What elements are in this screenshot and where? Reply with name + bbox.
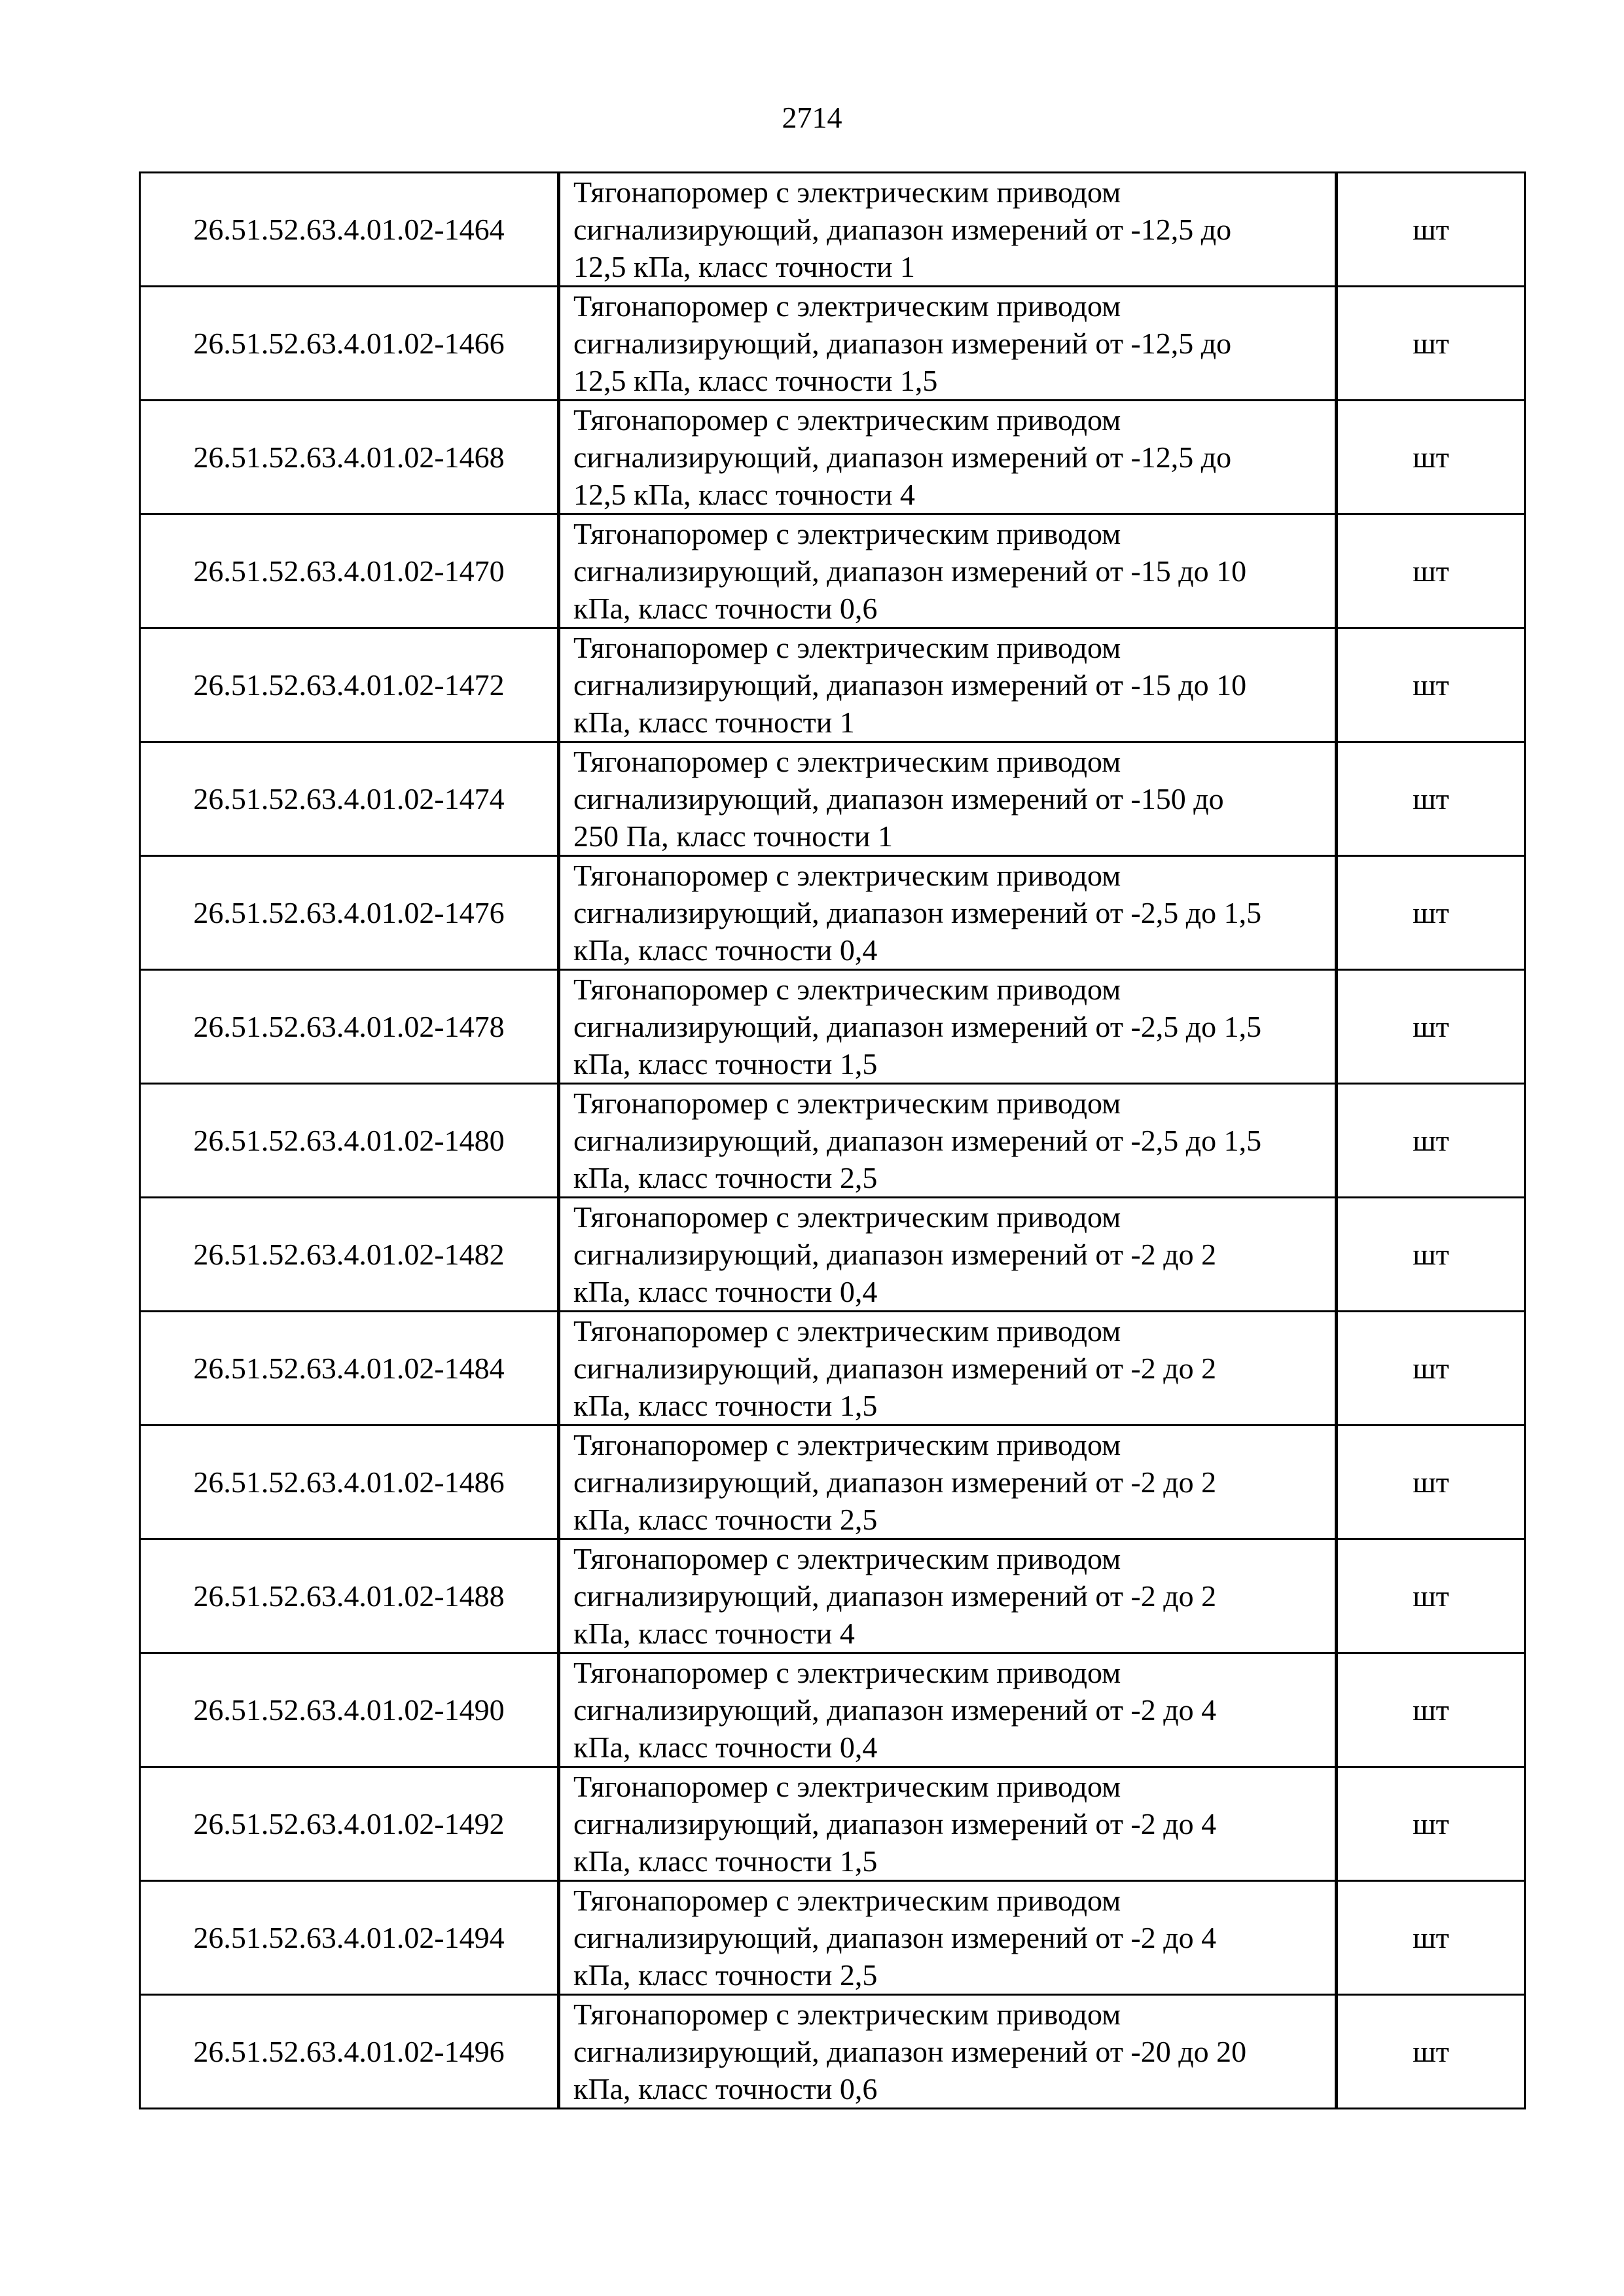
description-line: сигнализирующий, диапазон измерений от -12,5 до [573, 213, 1232, 246]
resource-code-cell: 26.51.52.63.4.01.02-1494 [140, 1881, 559, 1995]
resource-description-cell [559, 742, 1337, 856]
unit-cell: шт [1337, 173, 1525, 287]
description-line: кПа, класс точности 4 [573, 1617, 855, 1650]
resource-description-cell [559, 514, 1337, 628]
description-line: сигнализирующий, диапазон измерений от -2 до 4 [573, 1921, 1217, 1954]
description-line: кПа, класс точности 0,4 [573, 1275, 878, 1308]
resource-code-cell: 26.51.52.63.4.01.02-1482 [140, 1198, 559, 1312]
resource-code-cell: 26.51.52.63.4.01.02-1478 [140, 970, 559, 1084]
description-line: 12,5 кПа, класс точности 4 [573, 478, 915, 511]
unit-cell: шт [1337, 628, 1525, 742]
description-line: сигнализирующий, диапазон измерений от -2 до 2 [573, 1465, 1217, 1499]
resource-code-cell: 26.51.52.63.4.01.02-1490 [140, 1653, 559, 1767]
description-line: кПа, класс точности 0,4 [573, 1731, 878, 1764]
table-row [140, 742, 1525, 856]
description-line: кПа, класс точности 1,5 [573, 1844, 878, 1878]
unit-cell: шт [1337, 1653, 1525, 1767]
description-line: кПа, класс точности 0,6 [573, 2072, 878, 2106]
unit-cell: шт [1337, 856, 1525, 970]
table-row [140, 628, 1525, 742]
description-line: сигнализирующий, диапазон измерений от -2 до 4 [573, 1807, 1217, 1840]
resource-description-cell [559, 628, 1337, 742]
resource-code-cell: 26.51.52.63.4.01.02-1466 [140, 287, 559, 401]
description-line: Тягонапоромер с электрическим приводом [573, 745, 1121, 778]
unit-cell: шт [1337, 742, 1525, 856]
page-number: 2714 [782, 101, 842, 134]
resource-code-cell: 26.51.52.63.4.01.02-1492 [140, 1767, 559, 1881]
resource-description-cell [559, 1881, 1337, 1995]
description-line: сигнализирующий, диапазон измерений от -15 до 10 [573, 668, 1247, 702]
resource-code-cell: 26.51.52.63.4.01.02-1488 [140, 1539, 559, 1653]
table-row [140, 1312, 1525, 1426]
description-line: Тягонапоромер с электрическим приводом [573, 1998, 1121, 2031]
description-line: 250 Па, класс точности 1 [573, 819, 893, 853]
description-line: 12,5 кПа, класс точности 1,5 [573, 364, 938, 397]
resource-code-cell: 26.51.52.63.4.01.02-1464 [140, 173, 559, 287]
unit-cell: шт [1337, 1767, 1525, 1881]
description-line: сигнализирующий, диапазон измерений от -12,5 до [573, 440, 1232, 474]
table-row [140, 1539, 1525, 1653]
table-row [140, 287, 1525, 401]
resource-code-cell: 26.51.52.63.4.01.02-1470 [140, 514, 559, 628]
resource-code-cell: 26.51.52.63.4.01.02-1496 [140, 1995, 559, 2109]
resource-description-cell [559, 1312, 1337, 1426]
description-line: Тягонапоромер с электрическим приводом [573, 1428, 1121, 1462]
description-line: Тягонапоромер с электрическим приводом [573, 1656, 1121, 1689]
description-line: сигнализирующий, диапазон измерений от -12,5 до [573, 327, 1232, 360]
description-line: Тягонапоромер с электрическим приводом [573, 859, 1121, 892]
description-line: Тягонапоромер с электрическим приводом [573, 517, 1121, 550]
unit-cell: шт [1337, 514, 1525, 628]
table-row [140, 1767, 1525, 1881]
description-line: сигнализирующий, диапазон измерений от -20 до 20 [573, 2035, 1247, 2068]
table-row [140, 1653, 1525, 1767]
resource-description-cell [559, 1426, 1337, 1539]
description-line: Тягонапоромер с электрическим приводом [573, 1200, 1121, 1234]
table-row [140, 1995, 1525, 2109]
description-line: сигнализирующий, диапазон измерений от -2,5 до 1,5 [573, 896, 1262, 929]
description-line: кПа, класс точности 1,5 [573, 1047, 878, 1081]
unit-cell: шт [1337, 1995, 1525, 2109]
description-line: сигнализирующий, диапазон измерений от -2 до 2 [573, 1579, 1217, 1613]
resource-description-cell [559, 1198, 1337, 1312]
unit-cell: шт [1337, 1881, 1525, 1995]
table-row [140, 1426, 1525, 1539]
resource-description-cell [559, 1084, 1337, 1198]
table-row [140, 514, 1525, 628]
unit-cell: шт [1337, 970, 1525, 1084]
unit-cell: шт [1337, 1426, 1525, 1539]
resource-code-cell: 26.51.52.63.4.01.02-1474 [140, 742, 559, 856]
table-row [140, 1881, 1525, 1995]
description-line: сигнализирующий, диапазон измерений от -2,5 до 1,5 [573, 1124, 1262, 1157]
description-line: Тягонапоромер с электрическим приводом [573, 289, 1121, 323]
description-line: кПа, класс точности 0,4 [573, 933, 878, 967]
table-row [140, 401, 1525, 514]
resource-description-cell [559, 970, 1337, 1084]
unit-cell: шт [1337, 1198, 1525, 1312]
description-line: сигнализирующий, диапазон измерений от -150 до [573, 782, 1224, 816]
resource-table [139, 171, 1526, 2109]
description-line: Тягонапоромер с электрическим приводом [573, 1542, 1121, 1575]
description-line: Тягонапоромер с электрическим приводом [573, 1314, 1121, 1348]
description-line: сигнализирующий, диапазон измерений от -15 до 10 [573, 554, 1247, 588]
description-line: сигнализирующий, диапазон измерений от -2 до 4 [573, 1693, 1217, 1727]
unit-cell: шт [1337, 287, 1525, 401]
table-row [140, 970, 1525, 1084]
description-line: кПа, класс точности 2,5 [573, 1503, 878, 1536]
description-line: кПа, класс точности 1,5 [573, 1389, 878, 1422]
resource-description-cell [559, 1653, 1337, 1767]
description-line: Тягонапоромер с электрическим приводом [573, 1770, 1121, 1803]
resource-description-cell [559, 1995, 1337, 2109]
table-row [140, 173, 1525, 287]
unit-cell: шт [1337, 401, 1525, 514]
resource-code-cell: 26.51.52.63.4.01.02-1476 [140, 856, 559, 970]
description-line: Тягонапоромер с электрическим приводом [573, 631, 1121, 664]
table-row [140, 1084, 1525, 1198]
description-line: кПа, класс точности 2,5 [573, 1161, 878, 1194]
resource-description-cell [559, 401, 1337, 514]
description-line: Тягонапоромер с электрическим приводом [573, 973, 1121, 1006]
resource-code-cell: 26.51.52.63.4.01.02-1486 [140, 1426, 559, 1539]
resource-description-cell [559, 1539, 1337, 1653]
unit-cell: шт [1337, 1312, 1525, 1426]
description-line: Тягонапоромер с электрическим приводом [573, 403, 1121, 437]
resource-code-cell: 26.51.52.63.4.01.02-1484 [140, 1312, 559, 1426]
unit-cell: шт [1337, 1539, 1525, 1653]
description-line: кПа, класс точности 1 [573, 706, 855, 739]
table-body [140, 173, 1525, 2109]
resource-description-cell [559, 173, 1337, 287]
resource-description-cell [559, 287, 1337, 401]
description-line: 12,5 кПа, класс точности 1 [573, 250, 915, 283]
description-line: сигнализирующий, диапазон измерений от -2 до 2 [573, 1352, 1217, 1385]
description-line: Тягонапоромер с электрическим приводом [573, 1884, 1121, 1917]
resource-code-cell: 26.51.52.63.4.01.02-1480 [140, 1084, 559, 1198]
resource-code-cell: 26.51.52.63.4.01.02-1472 [140, 628, 559, 742]
table-row [140, 1198, 1525, 1312]
resource-code-cell: 26.51.52.63.4.01.02-1468 [140, 401, 559, 514]
description-line: сигнализирующий, диапазон измерений от -2,5 до 1,5 [573, 1010, 1262, 1043]
description-line: кПа, класс точности 2,5 [573, 1958, 878, 1992]
description-line: Тягонапоромер с электрическим приводом [573, 1086, 1121, 1120]
description-line: Тягонапоромер с электрическим приводом [573, 175, 1121, 209]
table-row [140, 856, 1525, 970]
description-line: кПа, класс точности 0,6 [573, 592, 878, 625]
description-line: сигнализирующий, диапазон измерений от -2 до 2 [573, 1238, 1217, 1271]
resource-description-cell [559, 856, 1337, 970]
resource-description-cell [559, 1767, 1337, 1881]
unit-cell: шт [1337, 1084, 1525, 1198]
